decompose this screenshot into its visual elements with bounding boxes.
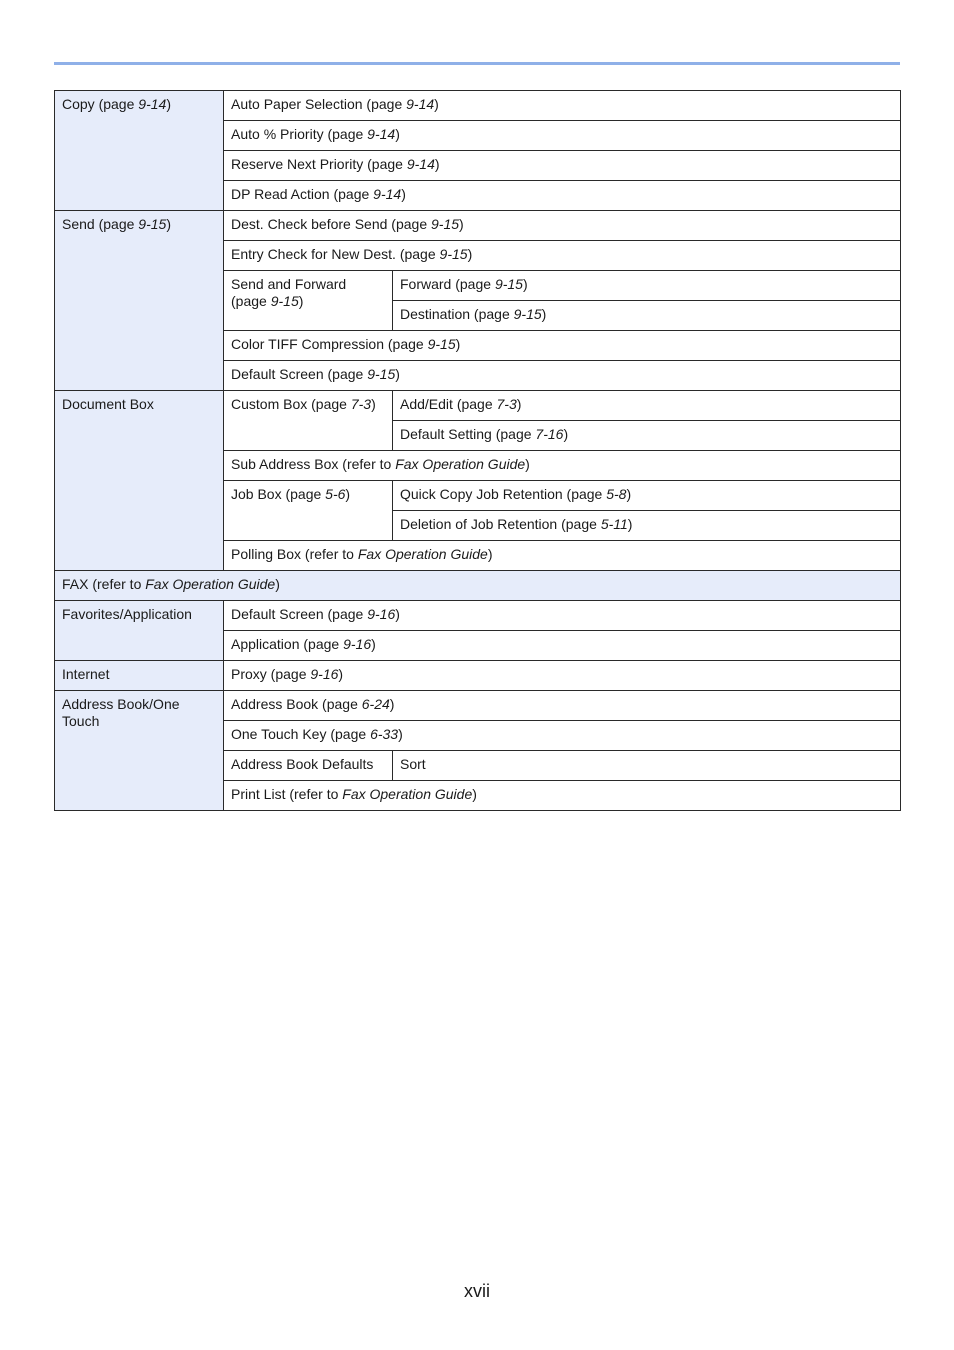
item-proxy: Proxy (page 9-16) [224, 661, 901, 691]
table-row [55, 661, 901, 691]
table-row [55, 91, 901, 121]
item-print-list: Print List (refer to Fax Operation Guide) [224, 781, 901, 811]
item-polling-box: Polling Box (refer to Fax Operation Guide) [224, 541, 901, 571]
item-dest-check: Dest. Check before Send (page 9-15) [224, 211, 901, 241]
category-internet: Internet [55, 661, 224, 691]
item-forward: Forward (page 9-15) [393, 271, 901, 301]
category-favorites: Favorites/Application [55, 601, 224, 661]
table-row [55, 691, 901, 721]
item-quick-copy-retention: Quick Copy Job Retention (page 5-8) [393, 481, 901, 511]
item-add-edit: Add/Edit (page 7-3) [393, 391, 901, 421]
category-document-box: Document Box [55, 391, 224, 571]
item-address-book-defaults: Address Book Defaults [224, 751, 393, 781]
category-copy: Copy (page 9-14) [55, 91, 224, 211]
item-dp-read-action: DP Read Action (page 9-14) [224, 181, 901, 211]
item-send-default-screen: Default Screen (page 9-15) [224, 361, 901, 391]
item-auto-percent-priority: Auto % Priority (page 9-14) [224, 121, 901, 151]
menu-table [54, 90, 901, 811]
item-custom-box: Custom Box (page 7-3) [224, 391, 393, 451]
item-job-box: Job Box (page 5-6) [224, 481, 393, 541]
item-application: Application (page 9-16) [224, 631, 901, 661]
header-rule [54, 62, 900, 65]
item-send-and-forward: Send and Forward (page 9-15) [224, 271, 393, 331]
item-favorites-default-screen: Default Screen (page 9-16) [224, 601, 901, 631]
item-one-touch-key: One Touch Key (page 6-33) [224, 721, 901, 751]
item-sub-address-box: Sub Address Box (refer to Fax Operation Guide) [224, 451, 901, 481]
table-row [55, 571, 901, 601]
item-sort: Sort [393, 751, 901, 781]
table-row [55, 211, 901, 241]
item-auto-paper-selection: Auto Paper Selection (page 9-14) [224, 91, 901, 121]
table-row [55, 601, 901, 631]
table-row [55, 391, 901, 421]
item-destination: Destination (page 9-15) [393, 301, 901, 331]
page-number: xvii [464, 1281, 490, 1301]
category-fax: FAX (refer to Fax Operation Guide) [55, 571, 901, 601]
item-address-book: Address Book (page 6-24) [224, 691, 901, 721]
item-color-tiff: Color TIFF Compression (page 9-15) [224, 331, 901, 361]
category-send: Send (page 9-15) [55, 211, 224, 391]
category-address-book: Address Book/One Touch [55, 691, 224, 811]
item-entry-check: Entry Check for New Dest. (page 9-15) [224, 241, 901, 271]
item-default-setting: Default Setting (page 7-16) [393, 421, 901, 451]
item-reserve-next-priority: Reserve Next Priority (page 9-14) [224, 151, 901, 181]
item-deletion-retention: Deletion of Job Retention (page 5-11) [393, 511, 901, 541]
